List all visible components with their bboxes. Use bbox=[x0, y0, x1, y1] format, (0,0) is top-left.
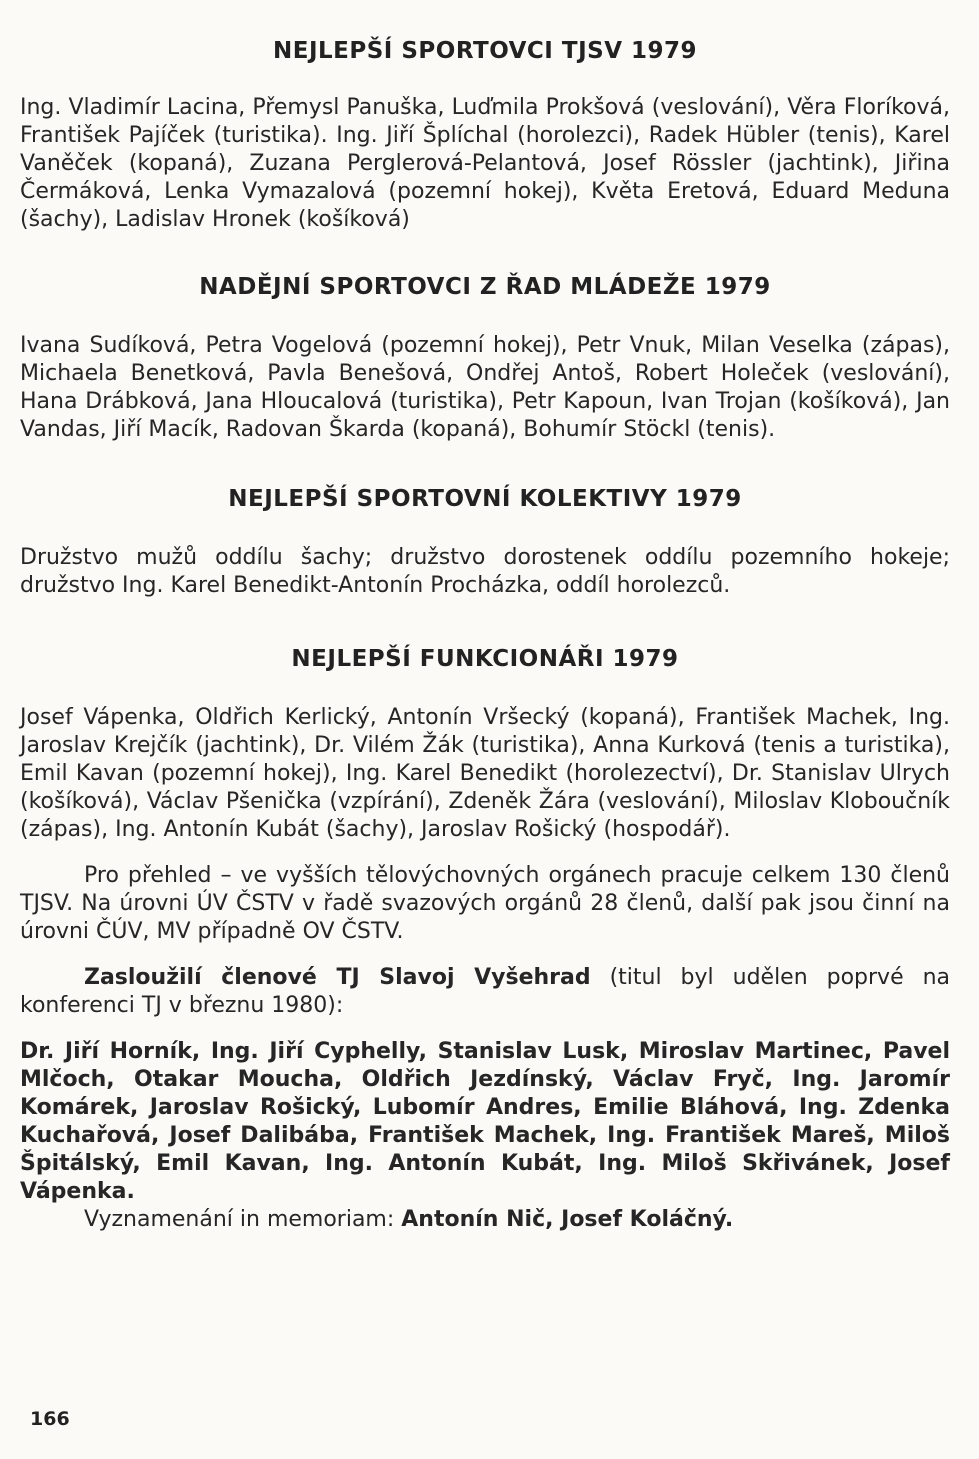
best-athletes-list: Ing. Vladimír Lacina, Přemysl Panuška, Luďmila Prokšová (veslování), Věra Floríková, František Pajíček (turistika). Ing. Jiří Šplíchal (horolezci), Radek Hübler (tenis), Karel Vaněček (kopaná), Zuzana Perglerová-Pelantová, Josef Rössler (jachtink), Jiřina Čermáková, Lenka Vymazalová (pozemní hokej), Květa Eretová, Eduard Meduna (šachy), Ladislav Hronek (košíková) bbox=[20, 95, 950, 232]
overview-paragraph: Pro přehled – ve vyšších tělovýchovných orgánech pracuje celkem 130 členů TJSV. Na úrovni ÚV ČSTV v řadě svazových orgánů 28 členů, další pak jsou činní na úrovni ČÚV, MV případně OV ČSTV. bbox=[20, 863, 950, 944]
merit-members-names: Dr. Jiří Horník, Ing. Jiří Cyphelly, Stanislav Lusk, Miroslav Martinec, Pavel Mlčoch, Otakar Moucha, Oldřich Jezdínský, Václav Fryč, Ing. Jaromír Komárek, Jaroslav Rošický, Lubomír Andres, Emilie Bláhová, Ing. Zdenka Kuchařová, Josef Dalibába, František Machek, Ing. František Mareš, Miloš Špitálský, Emil Kavan, Ing. Antonín Kubát, Ing. Miloš Skřivánek, Josef Vápenka. bbox=[20, 1039, 950, 1204]
memoriam-label: Vyznamenání in memoriam: bbox=[84, 1207, 402, 1232]
memoriam-line bbox=[20, 1206, 950, 1234]
section-heading-best-athletes: NEJLEPŠÍ SPORTOVCI TJSV 1979 bbox=[272, 38, 698, 64]
promising-youth-list: Ivana Sudíková, Petra Vogelová (pozemní hokej), Petr Vnuk, Milan Veselka (zápas), Michaela Benetková, Pavla Benešová, Ondřej Antoš, Robert Holeček (veslování), Hana Drábková, Jana Hloucalová (turistika), Petr Kapoun, Ivan Trojan (košíková), Jan Vandas, Jiří Macík, Radovan Škarda (kopaná), Bohumír Stöckl (tenis). bbox=[20, 333, 950, 442]
merit-members-lead: Zasloužilí členové TJ Slavoj Vyšehrad bbox=[84, 965, 591, 990]
memoriam-names: Antonín Nič, Josef Koláčný. bbox=[401, 1207, 734, 1232]
page-number: 166 bbox=[30, 1408, 70, 1430]
merit-members-lead-rest: (titul byl udělen poprvé na konferenci TJ v březnu 1980): bbox=[20, 965, 950, 1018]
best-teams-list: Družstvo mužů oddílu šachy; družstvo dorostenek oddílu pozemního hokeje; družstvo Ing. Karel Benedikt-Antonín Procházka, oddíl horolezců. bbox=[20, 545, 950, 598]
section-heading-promising-youth: NADĚJNÍ SPORTOVCI Z ŘAD MLÁDEŽE 1979 bbox=[199, 274, 771, 300]
document-page bbox=[20, 30, 950, 1234]
merit-members-intro bbox=[20, 964, 950, 1020]
section-heading-best-officials: NEJLEPŠÍ FUNKCIONÁŘI 1979 bbox=[291, 646, 679, 672]
best-officials-list: Josef Vápenka, Oldřich Kerlický, Antonín Vršecký (kopaná), František Machek, Ing. Jaroslav Krejčík (jachtink), Dr. Vilém Žák (turistika), Anna Kurková (tenis a turistika), Emil Kavan (pozemní hokej), Ing. Karel Benedikt (horolezectví), Dr. Stanislav Ulrych (košíková), Václav Pšenička (vzpírání), Zdeněk Žára (veslování), Miloslav Kloboučník (zápas), Ing. Antonín Kubát (šachy), Jaroslav Rošický (hospodář). bbox=[20, 705, 950, 842]
section-heading-best-teams: NEJLEPŠÍ SPORTOVNÍ KOLEKTIVY 1979 bbox=[228, 486, 742, 512]
